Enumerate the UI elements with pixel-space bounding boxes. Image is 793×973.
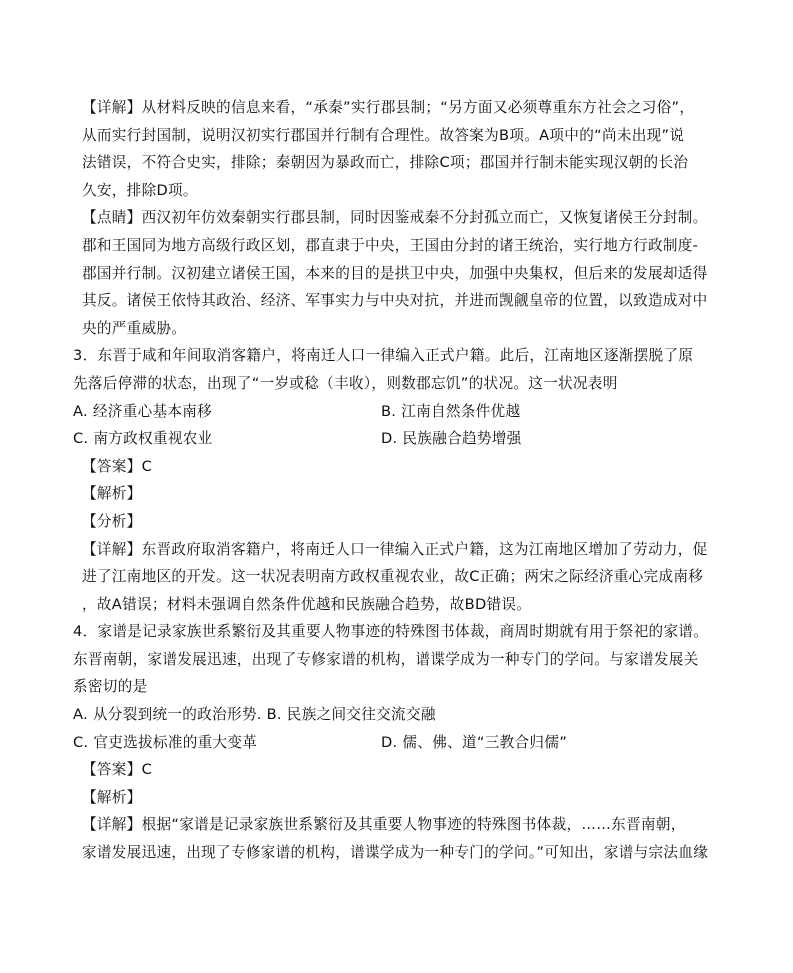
text-line: 【详解】东晋政府取消客籍户，将南迁人口一律编入正式户籍，这为江南地区增加了劳动力，促 <box>82 540 708 558</box>
text-line: 从而实行封国制，说明汉初实行郡国并行制有合理性。故答案为B项。A项中的“尚未出现”说 <box>82 126 685 144</box>
text-line: 家谱发展迅速，出现了专修家谱的机构，谱谍学成为一种专门的学问。”可知出，家谱与宗法血缘 <box>82 844 709 862</box>
option-c: C. 官吏选拔标准的重大变革 <box>73 733 258 751</box>
question-3-answer: 【答案】C <box>82 457 153 475</box>
text-line: 东晋南朝，家谱发展迅速，出现了专修家谱的机构，谱谍学成为一种专门的学问。与家谱发展关 <box>73 650 699 668</box>
text-line: 【点睛】西汉初年仿效秦朝实行郡县制，同时因鉴戒秦不分封孤立而亡，又恢复诸侯王分封制。 <box>82 209 708 227</box>
text-line: ，故A错误；材料未强调自然条件优越和民族融合趋势，故BD错误。 <box>82 595 532 613</box>
text-line: 【详解】从材料反映的信息来看，“承秦”实行郡县制；“另方面又必须尊重东方社会之习俗”， <box>82 99 695 116</box>
question-4-answer: 【答案】C <box>82 761 153 779</box>
text-line: 郡和王国同为地方高级行政区划，郡直隶于中央，王国由分封的诸王统治，实行地方行政制度- <box>82 236 699 254</box>
tip-block-q2 <box>73 204 708 342</box>
text-line: 久安，排除D项。 <box>82 181 198 199</box>
question-4-options-row-1 <box>73 701 673 729</box>
explanation-block-q2 <box>73 94 695 204</box>
option-a-b: A. 从分裂到统一的政治形势. B. 民族之间交往交流交融 <box>73 706 436 724</box>
question-3-options-row-1 <box>73 398 673 426</box>
text-line: 系密切的是 <box>73 678 148 696</box>
text-line: 其反。诸侯王依恃其政治、经济、军事实力与中央对抗，并进而觊觎皇帝的位置，以致造成对中 <box>82 292 708 310</box>
text-line: 法错误，不符合史实，排除；秦朝因为暴政而亡，排除C项；郡国并行制未能实现汉朝的长治 <box>82 154 689 172</box>
text-line: 3．东晋于咸和年间取消客籍户，将南迁人口一律编入正式户籍。此后，江南地区逐渐摆脱了原 <box>73 347 694 365</box>
text-line: 进了江南地区的开发。这一状况表明南方政权重视农业，故C正确；两宋之际经济重心完成南移 <box>82 568 704 586</box>
option-d: D. 儒、佛、道“三教合归儒” <box>381 733 568 751</box>
text-line: 先落后停滞的状态，出现了“一岁或稔（丰收），则数郡忘饥”的状况。这一状况表明 <box>73 374 618 392</box>
question-4-options-row-2 <box>73 729 673 757</box>
text-line: 郡国并行制。汉初建立诸侯王国，本来的目的是拱卫中央，加强中央集权，但后来的发展却适得 <box>82 264 708 282</box>
question-3-options-row-2 <box>73 425 673 453</box>
text-line: 央的严重威胁。 <box>82 319 187 337</box>
text-line: 4．家谱是记录家族世系繁衍及其重要人物事迹的特殊图书体裁，商周时期就有用于祭祀的家谱。 <box>73 623 709 641</box>
question-3-analysis-label: 【解析】 <box>82 485 142 503</box>
option-d: D. 民族融合趋势增强 <box>381 430 522 448</box>
option-c: C. 南方政权重视农业 <box>73 430 213 448</box>
question-4-stem <box>73 618 709 701</box>
option-b: B. 江南自然条件优越 <box>381 402 521 420</box>
option-a: A. 经济重心基本南移 <box>73 402 213 420</box>
text-line: 【详解】根据“家谱是记录家族世系繁衍及其重要人物事迹的特殊图书体裁，……东晋南朝， <box>82 816 686 834</box>
question-4-analysis-label: 【解析】 <box>82 788 142 806</box>
document-page <box>73 94 709 867</box>
question-4-detail <box>73 811 709 866</box>
question-3-fenxi-label: 【分析】 <box>82 512 142 530</box>
question-3-stem <box>73 342 694 397</box>
question-3-detail <box>73 536 708 619</box>
